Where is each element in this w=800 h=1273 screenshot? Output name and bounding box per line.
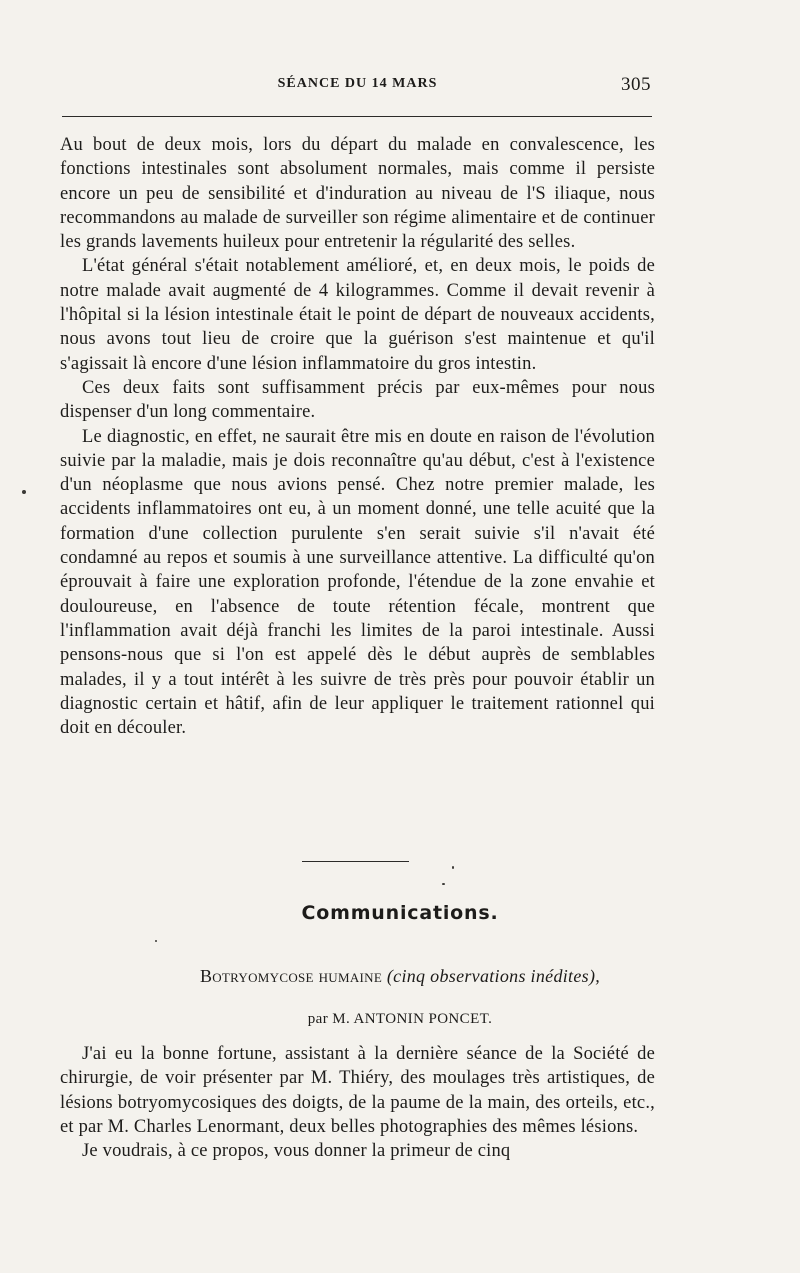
article-title-main: Botryomycose humaine [199, 966, 383, 986]
body-text [60, 133, 655, 740]
article-paragraph-2: Je voudrais, à ce propos, vous donner la primeur de cinq [82, 1141, 511, 1162]
article-paragraph-1: J'ai eu la bonne fortune, assistant à la dernière séance de la Société de chirurgie, de voir présenter par M. Thiéry, des moulages très artistiques, de lésions botryomycosiques des doigts, de la paume de la main, des orteils, etc., et par M. Charles Lenormant, deux belles photographies des mêmes lésions. [60, 1044, 655, 1137]
paragraph-1: Au bout de deux mois, lors du départ du malade en convalescence, les fonctions intestinales sont absolument normales, mais comme il persiste encore un peu de sensibilité et d'induration au niveau de l'S iliaque, nous recommandons au malade de surveiller son régime alimentaire et de continuer les grands lavements huileux pour entretenir la régularité des selles. [60, 135, 655, 253]
article-title-subtitle: (cinq observations inédites), [386, 966, 601, 986]
ink-speck [452, 866, 454, 869]
paragraph-2: L'état général s'était notablement amélioré, et, en deux mois, le poids de notre malade avait augmenté de 4 kilogrammes. Comme il devait revenir à l'hôpital si la lésion intestinale était le point de départ de nouveaux accidents, nous avons tout lieu de croire que la guérison s'est maintenue et qu'il s'agissait là encore d'une lésion inflammatoire du gros intestin. [60, 256, 655, 374]
paragraph-3: Ces deux faits sont suffisamment précis par eux-mêmes pour nous dispenser d'un long commentaire. [60, 377, 655, 423]
article-author: par M. ANTONIN PONCET. [307, 1011, 493, 1027]
ink-speck [22, 490, 26, 494]
section-divider-rule [302, 861, 409, 862]
page-number: 305 [621, 74, 651, 95]
article-text [60, 1042, 655, 1163]
header-rule [62, 116, 652, 117]
ink-speck [442, 883, 445, 885]
article-title [0, 966, 800, 987]
section-heading: Communications. [301, 902, 499, 924]
page-header [60, 76, 655, 100]
paragraph-4: Le diagnostic, en effet, ne saurait être mis en doute en raison de l'évolution suivie par la maladie, mais je dois reconnaître qu'au début, c'est à l'existence d'un néoplasme que nous avions pensé. Chez notre premier malade, les accidents inflammatoires ont eu, à un moment donné, une telle acuité que la formation d'une collection purulente s'en serait suivie s'il n'avait été condamné au repos et soumis à une surveillance attentive. La difficulté qu'on éprouvait à faire une exploration profonde, l'étendue de la zone envahie et douloureuse, en l'absence de toute rétention fécale, montrent que l'inflammation avait déjà franchi les limites de la paroi intestinale. Aussi pensons-nous que si l'on est appelé dès le début auprès de semblables malades, il y a tout intérêt à les suivre de très près pour pouvoir établir un diagnostic certain et hâtif, afin de leur appliquer le traitement rationnel qui doit en découler. [60, 426, 655, 739]
ink-speck [155, 940, 157, 942]
running-title: SÉANCE DU 14 MARS [277, 76, 438, 91]
